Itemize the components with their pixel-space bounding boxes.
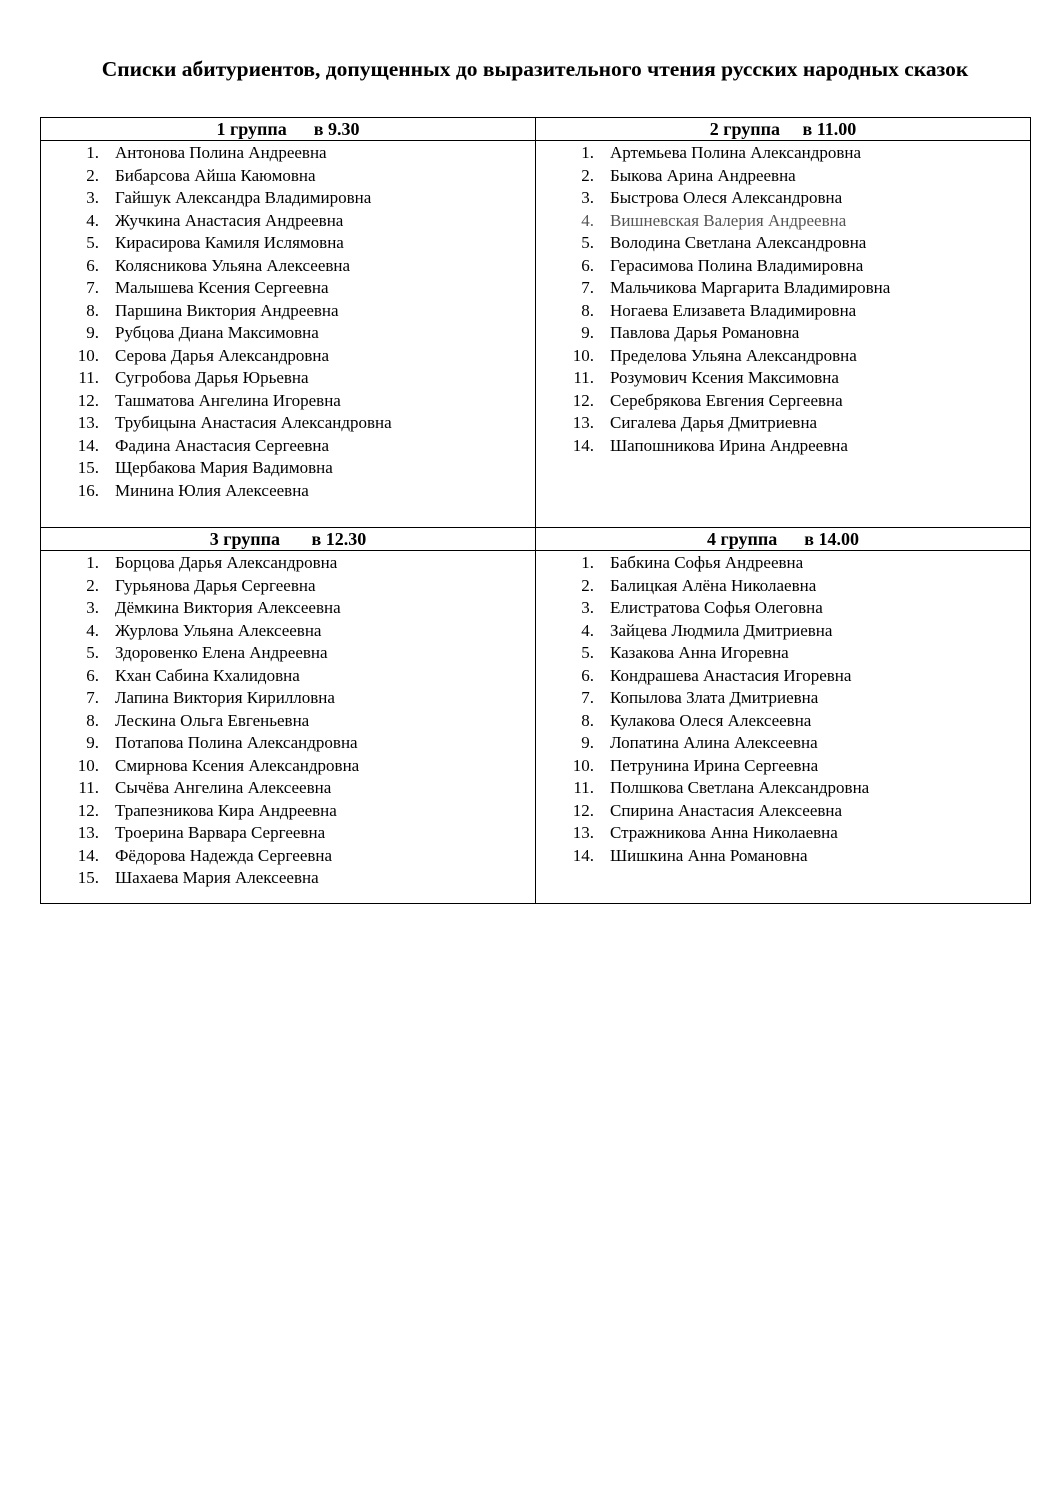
student-name: Щербакова Мария Вадимовна [115, 458, 333, 477]
student-name: Мальчикова Маргарита Владимировна [610, 278, 891, 297]
list-item [41, 845, 536, 868]
group-4-header: 4 группа в 14.00 [536, 528, 1031, 551]
page-title: Списки абитуриентов, допущенных до выразительного чтения русских народных сказок [101, 57, 969, 81]
student-name: Павлова Дарья Романовна [610, 323, 800, 342]
list-item [536, 552, 1031, 575]
list-item-number: 11. [573, 778, 594, 797]
list-item [536, 732, 1031, 755]
list-item [536, 367, 1031, 390]
list-item [41, 867, 536, 890]
list-item [536, 845, 1031, 868]
list-item [536, 777, 1031, 800]
student-name: Троерина Варвара Сергеевна [115, 823, 326, 842]
group-4-list [536, 552, 1031, 867]
list-item [41, 210, 536, 233]
list-item-number: 4. [86, 620, 99, 640]
list-item [536, 322, 1031, 345]
list-item [536, 232, 1031, 255]
student-name: Сычёва Ангелина Алексеевна [115, 778, 332, 797]
student-name: Смирнова Ксения Александровна [115, 755, 360, 775]
student-name: Фадина Анастасия Сергеевна [115, 435, 330, 455]
list-item [536, 710, 1031, 733]
student-name: Гайшук Александра Владимировна [115, 188, 372, 207]
student-name: Быстрова Олеся Александровна [610, 188, 843, 207]
list-item-number: 10. [572, 755, 594, 775]
list-item-number: 8. [581, 710, 594, 730]
list-item-number: 9. [86, 323, 99, 342]
list-item [41, 277, 536, 300]
list-item-number: 7. [86, 688, 99, 707]
student-name: Балицкая Алёна Николаевна [610, 575, 817, 595]
list-item [536, 822, 1031, 845]
list-item [536, 755, 1031, 778]
list-item-number: 7. [86, 278, 99, 297]
student-name: Быкова Арина Андреевна [610, 165, 796, 185]
list-item-number: 13. [572, 413, 594, 432]
student-name: Спирина Анастасия Алексеевна [610, 800, 843, 820]
group-3-header: 3 группа в 12.30 [41, 528, 536, 551]
student-name: Трубицына Анастасия Александровна [115, 413, 392, 432]
list-item [41, 142, 536, 165]
list-item [41, 367, 536, 390]
student-name: Кондрашева Анастасия Игоревна [610, 665, 852, 685]
student-name: Стражникова Анна Николаевна [610, 823, 838, 842]
list-item-number: 14. [572, 435, 594, 455]
list-item [536, 665, 1031, 688]
list-item [41, 165, 536, 188]
group-3-list-cell [41, 551, 536, 904]
group-2-list [536, 142, 1031, 457]
student-name: Петрунина Ирина Сергеевна [610, 755, 819, 775]
list-row [41, 551, 1031, 904]
list-item [41, 710, 536, 733]
list-item [536, 687, 1031, 710]
student-name: Потапова Полина Александровна [115, 733, 358, 752]
student-name: Серова Дарья Александровна [115, 345, 330, 365]
list-item-number: 11. [573, 368, 594, 387]
list-item-number: 4. [86, 210, 99, 230]
list-item [536, 575, 1031, 598]
groups-table [40, 117, 1031, 904]
group-1-list [41, 142, 536, 502]
group-2-list-cell [536, 141, 1031, 528]
list-item [41, 732, 536, 755]
list-item-number: 2. [581, 575, 594, 595]
list-item [41, 575, 536, 598]
student-name: Ташматова Ангелина Игоревна [115, 390, 341, 410]
list-item [536, 435, 1031, 458]
student-name: Пределова Ульяна Александровна [610, 345, 857, 365]
list-item [41, 480, 536, 503]
list-item [41, 232, 536, 255]
list-item-number: 9. [581, 323, 594, 342]
list-item-number: 8. [86, 300, 99, 320]
list-item-number: 13. [572, 823, 594, 842]
student-name: Лескина Ольга Евгеньевна [115, 710, 310, 730]
list-item [41, 552, 536, 575]
list-item-number: 5. [86, 233, 99, 252]
list-item [41, 322, 536, 345]
list-item-number: 12. [77, 390, 99, 410]
list-item [41, 800, 536, 823]
student-name: Ногаева Елизавета Владимировна [610, 300, 857, 320]
list-item [536, 412, 1031, 435]
list-item-number: 14. [77, 435, 99, 455]
list-item-number: 4. [581, 210, 594, 230]
list-item-number: 12. [77, 800, 99, 820]
student-name: Антонова Полина Андреевна [115, 143, 327, 162]
student-name: Жучкина Анастасия Андреевна [115, 210, 344, 230]
student-name: Зайцева Людмила Дмитриевна [610, 620, 833, 640]
list-item-number: 5. [581, 233, 594, 252]
student-name: Герасимова Полина Владимировна [610, 255, 864, 275]
list-item [41, 255, 536, 278]
student-name: Минина Юлия Алексеевна [115, 480, 309, 500]
list-item [536, 210, 1031, 233]
list-item-number: 7. [581, 278, 594, 297]
student-name: Бабкина Софья Андреевна [610, 553, 804, 572]
list-item-number: 9. [86, 733, 99, 752]
group-1-header: 1 группа в 9.30 [41, 118, 536, 141]
list-item [41, 597, 536, 620]
list-item-number: 10. [572, 345, 594, 365]
student-name: Полшкова Светлана Александровна [610, 778, 870, 797]
list-item-number: 1. [581, 143, 594, 162]
student-name: Вишневская Валерия Андреевна [610, 210, 847, 230]
list-item [41, 412, 536, 435]
list-item-number: 3. [581, 188, 594, 207]
student-name: Кулакова Олеся Алексеевна [610, 710, 812, 730]
list-item [41, 300, 536, 323]
list-item [536, 142, 1031, 165]
list-item-number: 3. [86, 188, 99, 207]
student-name: Шахаева Мария Алексеевна [115, 868, 319, 887]
list-item [536, 165, 1031, 188]
list-item-number: 9. [581, 733, 594, 752]
student-name: Колясникова Ульяна Алексеевна [115, 255, 351, 275]
student-name: Копылова Злата Дмитриевна [610, 688, 819, 707]
list-item [536, 800, 1031, 823]
student-name: Дёмкина Виктория Алексеевна [115, 598, 341, 617]
student-name: Кхан Сабина Кхалидовна [115, 665, 300, 685]
list-item-number: 14. [572, 845, 594, 865]
student-name: Розумович Ксения Максимовна [610, 368, 839, 387]
list-item-number: 15. [77, 458, 99, 477]
student-name: Рубцова Диана Максимовна [115, 323, 319, 342]
student-name: Паршина Виктория Андреевна [115, 300, 339, 320]
group-4-list-cell [536, 551, 1031, 904]
list-item-number: 2. [581, 165, 594, 185]
list-item-number: 7. [581, 688, 594, 707]
student-name: Лапина Виктория Кирилловна [115, 688, 335, 707]
list-item-number: 13. [77, 823, 99, 842]
list-item-number: 8. [86, 710, 99, 730]
list-item [536, 300, 1031, 323]
list-item-number: 6. [581, 665, 594, 685]
student-name: Гурьянова Дарья Сергеевна [115, 575, 316, 595]
student-name: Трапезникова Кира Андреевна [115, 800, 337, 820]
list-item-number: 15. [77, 868, 99, 887]
list-item [41, 435, 536, 458]
list-item-number: 3. [86, 598, 99, 617]
student-name: Серебрякова Евгения Сергеевна [610, 390, 843, 410]
list-item [41, 777, 536, 800]
list-item-number: 16. [77, 480, 99, 500]
list-item-number: 8. [581, 300, 594, 320]
list-item [536, 597, 1031, 620]
list-item [41, 755, 536, 778]
student-name: Шапошникова Ирина Андреевна [610, 435, 848, 455]
list-item-number: 3. [581, 598, 594, 617]
list-item [536, 277, 1031, 300]
list-item-number: 1. [86, 143, 99, 162]
list-item [41, 390, 536, 413]
header-row [41, 528, 1031, 551]
list-item-number: 10. [77, 755, 99, 775]
student-name: Сигалева Дарья Дмитриевна [610, 413, 818, 432]
list-item-number: 5. [581, 643, 594, 662]
student-name: Малышева Ксения Сергеевна [115, 278, 329, 297]
list-item [536, 187, 1031, 210]
list-item-number: 6. [86, 665, 99, 685]
list-item-number: 11. [78, 368, 99, 387]
list-item-number: 1. [581, 553, 594, 572]
header-row [41, 118, 1031, 141]
group-3-list [41, 552, 536, 890]
student-name: Елистратова Софья Олеговна [610, 598, 823, 617]
student-name: Здоровенко Елена Андреевна [115, 643, 328, 662]
list-item-number: 12. [572, 800, 594, 820]
list-item-number: 6. [581, 255, 594, 275]
list-item [536, 620, 1031, 643]
list-item-number: 12. [572, 390, 594, 410]
list-item-number: 2. [86, 165, 99, 185]
list-item-number: 10. [77, 345, 99, 365]
list-item-number: 4. [581, 620, 594, 640]
student-name: Бибарсова Айша Каюмовна [115, 165, 316, 185]
student-name: Журлова Ульяна Алексеевна [115, 620, 322, 640]
list-item-number: 14. [77, 845, 99, 865]
student-name: Артемьева Полина Александровна [610, 143, 862, 162]
list-item [41, 642, 536, 665]
list-item [41, 687, 536, 710]
list-item [41, 187, 536, 210]
student-name: Борцова Дарья Александровна [115, 553, 338, 572]
list-item-number: 1. [86, 553, 99, 572]
list-item [41, 457, 536, 480]
list-item [536, 642, 1031, 665]
group-2-header: 2 группа в 11.00 [536, 118, 1031, 141]
list-item-number: 11. [78, 778, 99, 797]
student-name: Кирасирова Камиля Ислямовна [115, 233, 344, 252]
student-name: Володина Светлана Александровна [610, 233, 867, 252]
list-row [41, 141, 1031, 528]
list-item-number: 5. [86, 643, 99, 662]
list-item [536, 345, 1031, 368]
list-item-number: 2. [86, 575, 99, 595]
student-name: Лопатина Алина Алексеевна [610, 733, 818, 752]
student-name: Фёдорова Надежда Сергеевна [115, 845, 333, 865]
list-item [41, 822, 536, 845]
list-item [41, 620, 536, 643]
student-name: Казакова Анна Игоревна [610, 643, 789, 662]
group-1-list-cell [41, 141, 536, 528]
list-item [536, 390, 1031, 413]
student-name: Шишкина Анна Романовна [610, 845, 808, 865]
list-item [536, 255, 1031, 278]
list-item-number: 13. [77, 413, 99, 432]
list-item-number: 6. [86, 255, 99, 275]
student-name: Сугробова Дарья Юрьевна [115, 368, 309, 387]
list-item [41, 665, 536, 688]
list-item [41, 345, 536, 368]
